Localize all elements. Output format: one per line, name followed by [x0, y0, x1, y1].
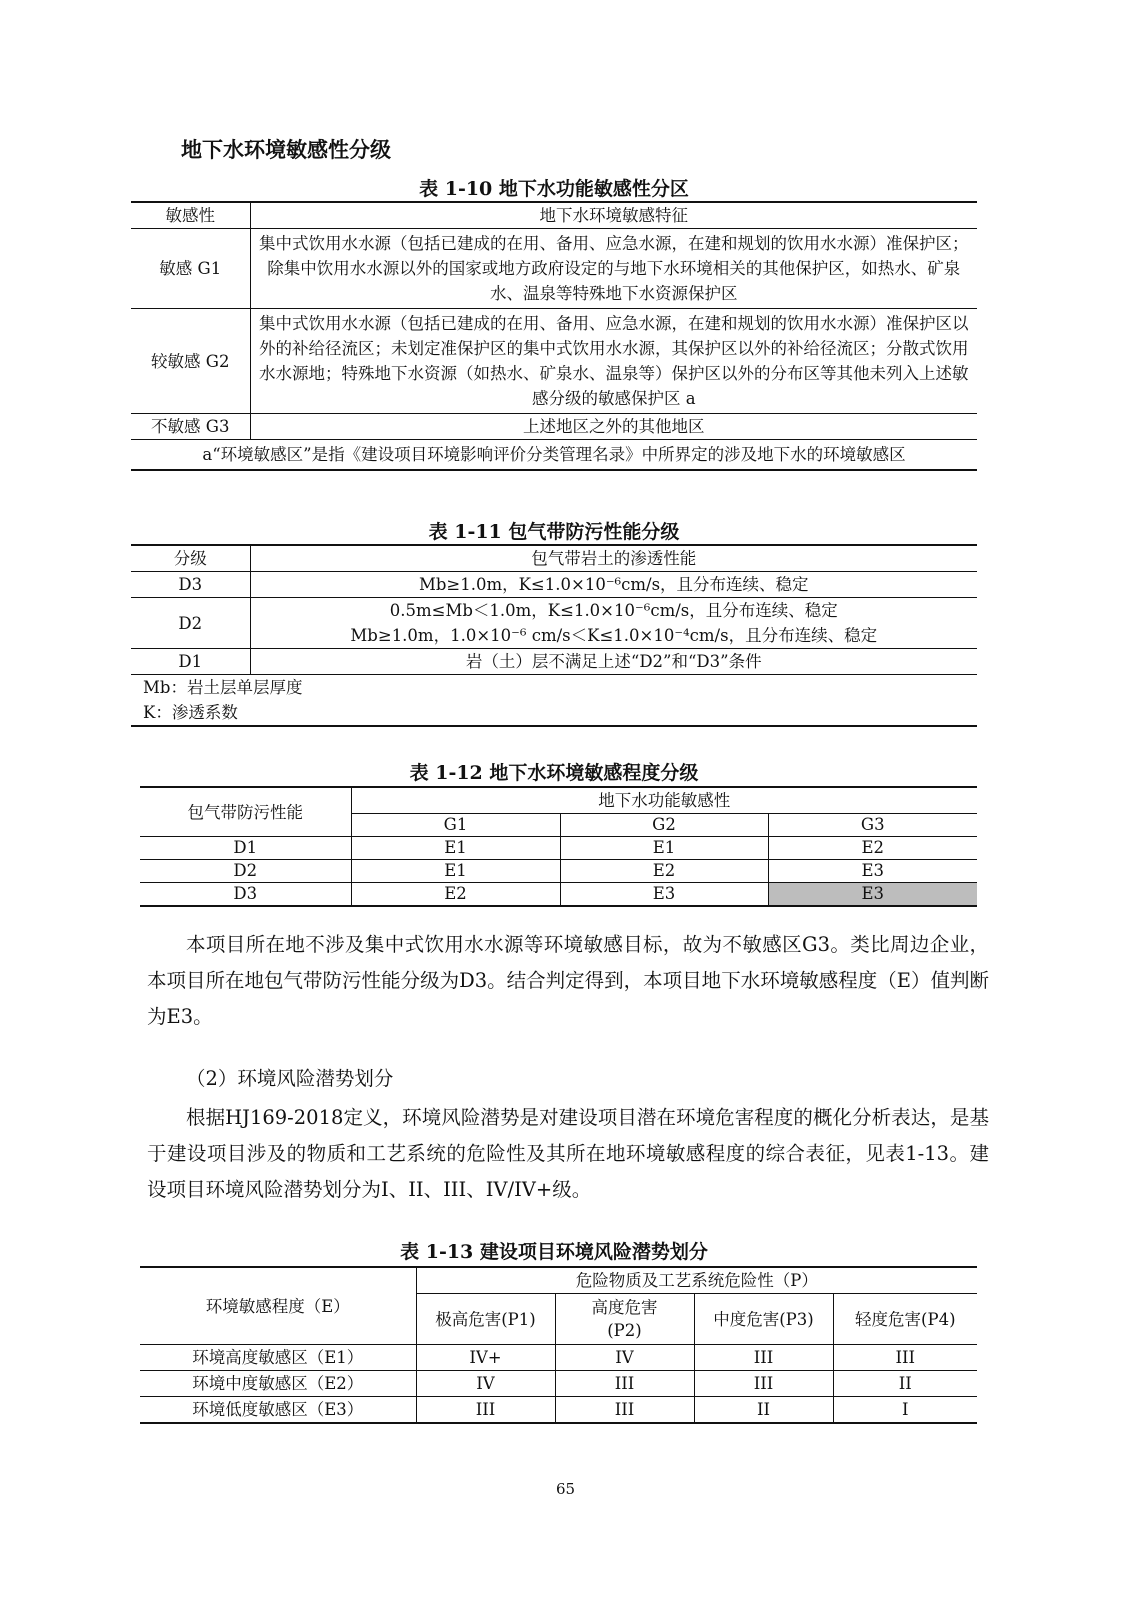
table-row [140, 1397, 977, 1424]
table-row [131, 309, 977, 414]
header-cell: G1 [351, 814, 560, 837]
header-cell: 敏感性 [131, 202, 250, 229]
table-header-row [131, 202, 977, 229]
col-group-header: 危险物质及工艺系统危险性（P） [416, 1267, 977, 1294]
table-1-12 [140, 786, 977, 907]
value-cell: IV+ [416, 1345, 555, 1371]
value-cell: IV [416, 1371, 555, 1397]
table-header-row [140, 787, 977, 814]
table-1-12-caption: 表 1-12 地下水环境敏感程度分级 [409, 762, 699, 784]
value-cell: III [833, 1345, 977, 1371]
row-header-cell: 环境敏感程度（E） [140, 1267, 416, 1345]
value-cell: E1 [351, 860, 560, 883]
table-row [131, 572, 977, 598]
value-cell: E2 [351, 883, 560, 907]
header-cell: 中度危害(P3) [694, 1294, 833, 1345]
row-label: D2 [140, 860, 351, 883]
value-cell: III [555, 1371, 694, 1397]
row-label: D1 [140, 837, 351, 860]
value-cell: II [694, 1397, 833, 1424]
value-cell: III [694, 1371, 833, 1397]
table-row [131, 598, 977, 649]
value-cell: I [833, 1397, 977, 1424]
col-group-header: 地下水功能敏感性 [351, 787, 977, 814]
header-cell: 包气带岩土的渗透性能 [250, 545, 977, 572]
level-cell: 不敏感 G3 [131, 414, 250, 440]
value-cell: E1 [560, 837, 768, 860]
note-line: K：渗透系数 [143, 703, 238, 722]
desc-cell [250, 598, 977, 649]
table-row [140, 837, 977, 860]
row-label: D3 [140, 883, 351, 907]
table-row [140, 860, 977, 883]
header-cell: 地下水环境敏感特征 [250, 202, 977, 229]
paragraph-definition: 根据HJ169-2018定义，环境风险潜势是对建设项目潜在环境危害程度的概化分析表达，是基于建设项目涉及的物质和工艺系统的危险性及其所在地环境敏感程度的综合表征，见表1-13。建设项目环境风险潜势划分为I、II、III、IV/IV+级。 [147, 1106, 989, 1201]
value-cell: E3 [560, 883, 768, 907]
value-cell: II [833, 1371, 977, 1397]
level-cell: D2 [131, 598, 250, 649]
level-cell: D3 [131, 572, 250, 598]
row-label: 环境高度敏感区（E1） [140, 1345, 416, 1371]
table-note-row [131, 440, 977, 471]
value-cell: E2 [560, 860, 768, 883]
table-row [140, 1371, 977, 1397]
level-cell: 较敏感 G2 [131, 309, 250, 414]
header-cell: G3 [768, 814, 977, 837]
value-cell: E3 [768, 860, 977, 883]
table-1-13-caption: 表 1-13 建设项目环境风险潜势划分 [400, 1241, 708, 1263]
table-header-row [140, 1267, 977, 1294]
value-cell: III [416, 1397, 555, 1424]
level-cell: D1 [131, 649, 250, 675]
header-cell: 轻度危害(P4) [833, 1294, 977, 1345]
table-note-row [131, 675, 977, 727]
level-cell: 敏感 G1 [131, 229, 250, 309]
row-header-cell: 包气带防污性能 [140, 787, 351, 837]
note-line: Mb：岩土层单层厚度 [143, 678, 303, 697]
desc-line: Mb≥1.0m，1.0×10⁻⁶ cm/s＜K≤1.0×10⁻⁴cm/s，且分布连续、稳定 [350, 626, 878, 645]
table-row [140, 1345, 977, 1371]
value-cell: IV [555, 1345, 694, 1371]
page-number: 65 [555, 1480, 576, 1498]
section-heading: 地下水环境敏感性分级 [181, 138, 391, 162]
value-cell: E2 [768, 837, 977, 860]
header-cell: 极高危害(P1) [416, 1294, 555, 1345]
desc-cell: 岩（土）层不满足上述“D2”和“D3”条件 [250, 649, 977, 675]
desc-cell: 集中式饮用水水源（包括已建成的在用、备用、应急水源，在建和规划的饮用水水源）准保护区；除集中饮用水水源以外的国家或地方政府设定的与地下水环境相关的其他保护区，如热水、矿泉水、温泉等特殊地下水资源保护区 [250, 229, 977, 309]
paragraph-conclusion: 本项目所在地不涉及集中式饮用水水源等环境敏感目标，故为不敏感区G3。类比周边企业，本项目所在地包气带防污性能分级为D3。结合判定得到，本项目地下水环境敏感程度（E）值判断为E3。 [147, 933, 989, 1028]
desc-line: 0.5m≤Mb＜1.0m，K≤1.0×10⁻⁶cm/s，且分布连续、稳定 [389, 601, 838, 620]
value-cell: III [694, 1345, 833, 1371]
header-cell: 高度危害(P2) [555, 1294, 694, 1345]
value-cell: E1 [351, 837, 560, 860]
header-cell: 分级 [131, 545, 250, 572]
value-cell: III [555, 1397, 694, 1424]
row-label: 环境中度敏感区（E2） [140, 1371, 416, 1397]
table-1-13 [140, 1266, 977, 1424]
header-cell: G2 [560, 814, 768, 837]
table-row [131, 649, 977, 675]
desc-cell: Mb≥1.0m，K≤1.0×10⁻⁶cm/s，且分布连续、稳定 [250, 572, 977, 598]
table-note [131, 675, 977, 727]
table-row [131, 414, 977, 440]
table-1-11 [131, 544, 977, 727]
table-row [131, 229, 977, 309]
highlighted-value-cell: E3 [768, 883, 977, 907]
desc-cell: 集中式饮用水水源（包括已建成的在用、备用、应急水源，在建和规划的饮用水水源）准保护区以外的补给径流区；未划定准保护区的集中式饮用水水源，其保护区以外的补给径流区；分散式饮用水水源地；特殊地下水资源（如热水、矿泉水、温泉等）保护区以外的分布区等其他未列入上述敏感分级的敏感保护区 a [250, 309, 977, 414]
subsection-heading: （2）环境风险潜势划分 [186, 1067, 394, 1090]
table-row [140, 883, 977, 907]
table-1-11-caption: 表 1-11 包气带防污性能分级 [428, 521, 680, 543]
table-1-10 [131, 201, 977, 471]
table-1-10-caption: 表 1-10 地下水功能敏感性分区 [419, 178, 689, 200]
row-label: 环境低度敏感区（E3） [140, 1397, 416, 1424]
table-header-row [131, 545, 977, 572]
desc-cell: 上述地区之外的其他地区 [250, 414, 977, 440]
table-note: a“环境敏感区”是指《建设项目环境影响评价分类管理名录》中所界定的涉及地下水的环境敏感区 [131, 440, 977, 471]
